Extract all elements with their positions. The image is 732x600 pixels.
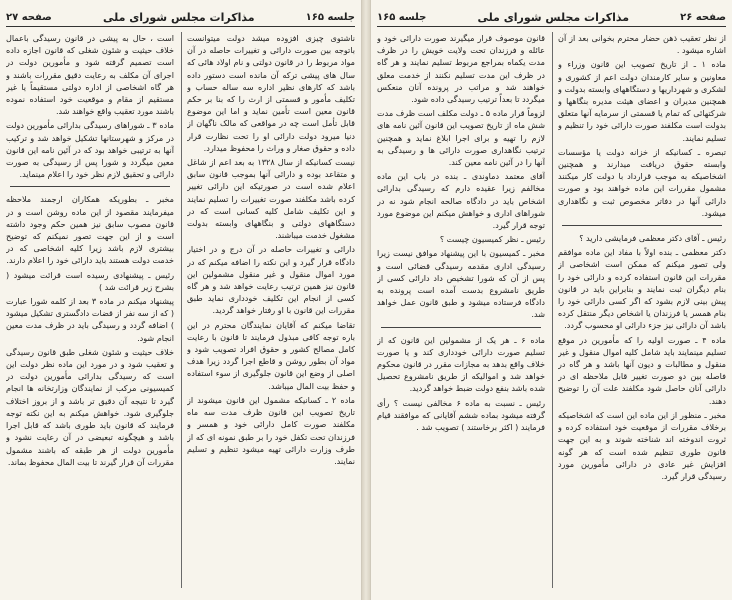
paragraph: لزوماً قرار ماده ۵ ـ دولت مکلف است ظرف مدت شش ماه از تاریخ تصویب این قانون آئین نامه های لازم را تهیه و برای اجرا ابلاغ نماید و همچنین ترتیب نگاهداری صورت دارائی ها و رسیدگی به آنها را در آئین نامه معین کند. (377, 108, 545, 168)
left-page (0, 0, 362, 600)
paragraph: ماده ۴ ـ صورت اولیه را که مأمورین در موقع تسلیم مینمایند باید شامل کلیه اموال منقول و غیر منقول و مطالبات و دیون آنها باشد و هر گاه در فاصله بین دو صورت تغییر قابل ملاحظه ای در دارائی آنان حاصل شود مکلفند علت آن را توضیح دهند. (558, 334, 726, 406)
paragraph: قانون موصوف قرار میگیرند صورت دارائی خود و عائله و فرزندان تحت ولایت خویش را در ظرف مدت یکماه بمراجع مربوط تسلیم نمایند و هر گاه در ظرف این مدت تسلیم نکنند از خدمت معلق خواهند شد و مراتب در پرونده آنان منعکس میگردد تا بعداً ترتیب رسیدگی داده شود. (377, 33, 545, 105)
column-divider (552, 32, 553, 588)
paragraph: است ، حال به پیشی در قانون رسیدگی باعمال خلاف حیثیت و شئون شغلی که قانون اجازه داده است تصمیم گرفته شود و مأمورین دولت در اجرای آن مکلف به رعایت دقیق مقررات باشند و هر گاه اشخاصی از اداره دولتی مستقیماً یا غیر مستقیم از مقام و موقعیت خود استفاده نموده باشند مورد تعقیب واقع خواهند شد. (6, 33, 174, 117)
left-page-number: صفحه ۲۷ (6, 11, 52, 23)
paragraph: خلاف حیثیت و شئون شغلی طبق قانون رسیدگی و تعقیب شود و در مورد این ماده نظر دولت این است که رسیدگی بدارائی مأمورین دولت در کمیسیونی مرکب از نمایندگان وزارتخانه ها انجام گیرد تا نتیجه آن دقیق تر باشد و از بروز اختلاف جلوگیری شود. خواهش میکنم به این نکته توجه فرمایند که قانون باید طوری باشد که قابل اجرا باشد و هیچگونه تبعیضی در آن رعایت نشود و مأمورین دولت از هر طبقه که باشند مشمول مقررات آن قرار گیرند تا بیت المال محفوظ بماند. (6, 346, 174, 467)
right-page-header (377, 8, 726, 27)
paragraph: رئیس ـ نظر کمیسیون چیست ؟ (439, 234, 545, 245)
paragraph: رئیس ـ آقای دکتر معظمی فرمایشی دارید ؟ (579, 233, 726, 244)
paragraph: پیشنهاد میکنم در ماده ۳ بعد از کلمه شورا عبارت ( که از سه نفر از قضات دادگستری تشکیل میشود ) اضافه گردد و رسیدگی باید در ظرف مدت معین انجام شود. (6, 296, 174, 343)
paragraph: ماده ۳ ـ شوراهای رسیدگی بدارائی مأمورین دولت در مرکز و شهرستانها تشکیل خواهد شد و ترکیب آنها به ترتیبی خواهد بود که در آئین نامه این قانون معین میگردد و شورا پس از رسیدگی به صورت دارائی و تحقیق لازم نظر خود را اعلام مینماید. (6, 120, 174, 180)
paragraph: رئیس ـ نسبت به ماده ۶ مخالفی نیست ؟ رأی گرفته میشود بماده ششم آقایانی که موافقند قیام فرمایند ( اکثر برخاستند ) تصویب شد . (377, 397, 545, 433)
paragraph: مخبر ـ منظور از این ماده این است که اشخاصیکه برخلاف مقررات از موقعیت خود استفاده کرده و ثروت اندوخته اند شناخته شوند و به این جهت قانون طوری تنظیم شده است که هر گونه افزایش غیر عادی در دارائی مأمورین مورد رسیدگی قرار گیرد. (558, 409, 726, 481)
paragraph: نیست کسانیکه از سال ۱۳۲۸ به بعد اعم از شاغل و متقاعد بوده و دارائی آنها بموجب قانون سابق اعلام شده است در صورتیکه این دارائی تغییر کرده باشد مکلفند صورت تغییرات را تسلیم نمایند و این تکلیف شامل کلیه کسانی است که در دستگاههای دولتی و بنگاههای وابسته بدولت مشغول خدمت میباشند. (187, 157, 355, 241)
left-page-session: جلسه ۱۶۵ (305, 11, 355, 23)
paragraph: مخبر ـ کمیسیون با این پیشنهاد موافق نیست زیرا رسیدگی اداری مقدمه رسیدگی قضائی است و پس از آن که شورا تشخیص داد دارائی کسی از طریق نامشروع بدست آمده است پرونده به دادگاه فرستاده میشود و طبق قانون عمل خواهد شد. (377, 248, 545, 320)
paragraph: از نظر تعقیب ذهن حضار محترم بخوانی بعد از آن اشاره میشود . (558, 33, 726, 56)
paragraph: دارائی و تغییرات حاصله در آن درج و در اختیار دادگاه قرار گیرد و این نکته را اضافه میکنم که در مورد اموال منقول و غیر منقول مشمولین این قانون نیز همین ترتیب رعایت خواهد شد و هر گاه کسی از انجام این تکلیف خودداری نماید طبق مقررات این قانون با او رفتار خواهد گردید. (187, 244, 355, 316)
right-page-number: صفحه ۲۶ (680, 11, 726, 23)
paragraph: ناشتوی چیزی افزوده میشد دولت میتوانست باتوجه بین صورت دارائی و تغییرات حاصله در آن مواد مربوط را در قانون دولتی و نام اولاد هائی که سال های پیشی ترکه آن مانده است دستور داده باشد که کارهای نظیر اداره سه ساله حساب و تکلیف مأمور و قسمتی از ارث را که بنا بر حکم قانون معین است تأمین نماید و اما این موضوع قابل تأمل است چه در مواقعی که مالک ناگهان از دنیا میرود دولت دارائی او را تحت نظارت قرار داده و حقوق صغار و وراث را محفوظ میدارد. (187, 33, 355, 153)
left-page-left-column (6, 32, 174, 588)
paragraph: رئیس ـ پیشنهادی رسیده است قرائت میشود ( بشرح زیر قرائت شد ) (6, 269, 174, 292)
left-page-right-column (187, 32, 355, 588)
section-rule (381, 327, 541, 328)
paragraph: آقای معتمد دماوندی ـ بنده در باب این ماده مخالفم زیرا عقیده دارم که رسیدگی بدارائی اشخاص باید در دادگاه صالحه انجام شود نه در شوراهای اداری و خواهش میکنم این موضوع مورد توجه قرار گیرد. (377, 171, 545, 231)
right-page-left-column (377, 32, 545, 588)
paragraph: مخبر ـ بطوریکه همکاران ارجمند ملاحظه میفرمایند مقصود از این ماده روشن است و در قانون مصوب سابق نیز همین حکم وجود داشته است و از این جهت تصور نمیکنم که توضیح بیشتری لازم باشد زیرا کلیه اشخاصی که در خدمت دولت هستند باید دارائی خود را اعلام دارند. (6, 194, 174, 266)
paragraph: ماده ۲ ـ کسانیکه مشمول این قانون میشوند از تاریخ تصویب این قانون ظرف مدت سه ماه مکلفند صورت کامل دارائی خود و همسر و فرزندان تحت تکفل خود را بر طبق نمونه ای که از طرف وزارت دارائی تهیه میشود تنظیم و تسلیم نمایند. (187, 394, 355, 466)
paragraph: تبصره ـ کسانیکه از خزانه دولت یا مؤسسات وابسته حقوق دریافت میدارند و همچنین اشخاصیکه به موجب قرارداد با دولت کار میکنند مشمول مقررات این ماده خواهند بود و صورت دارائی آنها در دفاتر مخصوص ثبت و نگاهداری میشود. (558, 146, 726, 218)
paragraph: تقاضا میکنم که آقایان نمایندگان محترم در این باره توجه کافی مبذول فرمایند تا قانون با رعایت کامل مصالح کشور و حقوق افراد تصویب شود و مواد آن بطور روشن و قاطع اجرا گردد زیرا هدف اصلی از وضع این قانون جلوگیری از سوء استفاده و حفظ بیت المال میباشد. (187, 319, 355, 391)
paragraph: ماده ۶ ـ هر یک از مشمولین این قانون که از تسلیم صورت دارائی خودداری کند و یا صورت خلاف واقع بدهد به مجازات مقرر در قانون محکوم خواهد شد و اموالیکه از طریق نامشروع تحصیل شده باشد بنفع دولت ضبط خواهد گردید. (377, 334, 545, 394)
book-gutter (362, 0, 370, 600)
paragraph: ماده ۱ ـ از تاریخ تصویب این قانون وزراء و معاونین و سایر کارمندان دولت اعم از کشوری و لشکری و شهرداریها و دستگاههای وابسته بدولت و همچنین مدیران و اعضای هیئت مدیره بنگاهها و شرکتهائی که تمام یا قسمتی از سرمایه آنها متعلق بدولت است مکلفند صورت دارائی خود را تنظیم و تسلیم نمایند. (558, 59, 726, 143)
left-page-title: مذاکرات مجلس شورای ملی (102, 10, 255, 24)
right-page-title: مذاکرات مجلس شورای ملی (477, 10, 630, 24)
paragraph: دکتر معظمی ـ بنده اولاً با مفاد این ماده موافقم ولی تصور میکنم که ممکن است اشخاصی از مقررات این قانون استفاده کرده و دارائی خود را بنام دیگران ثبت نمایند و بنابراین باید در قانون پیش بینی لازم بشود که اگر کسی دارائی خود را بنام همسر یا فرزندان یا اشخاص دیگر منتقل کرده باشد آن دارائی نیز جزء دارائی او محسوب گردد. (558, 247, 726, 331)
right-page-session: جلسه ۱۶۵ (377, 11, 427, 23)
left-page-header (6, 8, 355, 27)
column-divider (181, 32, 182, 588)
section-rule (10, 186, 170, 187)
right-page-right-column (558, 32, 726, 588)
right-page (370, 0, 732, 600)
section-rule (562, 225, 722, 226)
